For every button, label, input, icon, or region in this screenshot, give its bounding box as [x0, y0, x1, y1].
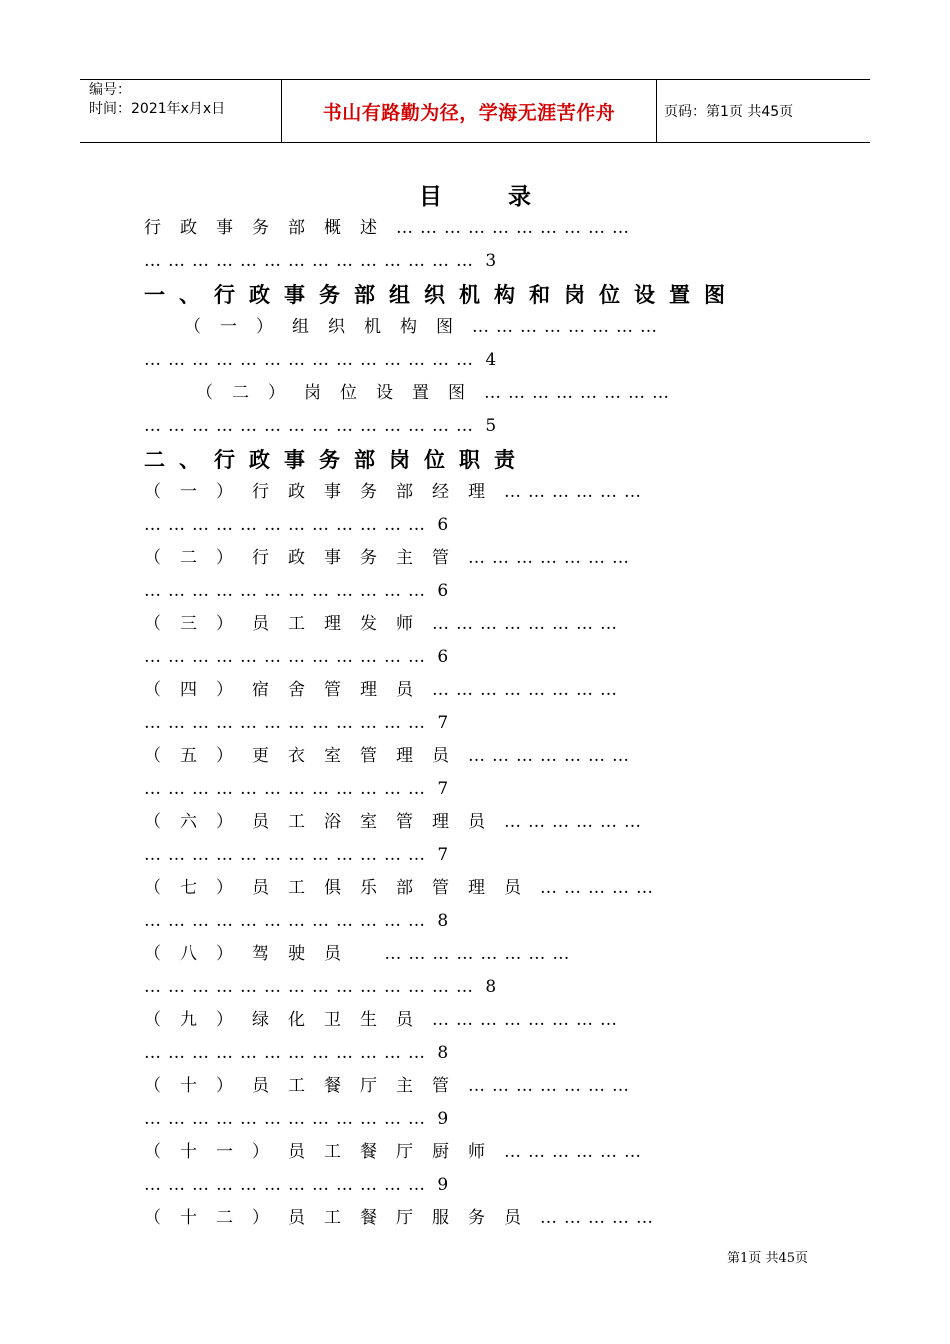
toc-entry-line: ……………………………… 8	[144, 1043, 449, 1063]
toc-entry-line: （一）行政事务部经理………………	[144, 482, 648, 502]
document-header	[80, 79, 870, 143]
toc-entry-line: （十二）员工餐厅服务员……………	[144, 1208, 660, 1228]
page-title: 目录	[419, 183, 597, 210]
toc-entry-line: 行政事务部概述…………………………	[144, 218, 636, 238]
header-meta-cell	[80, 80, 281, 142]
toc-entry-line: …………………………………… 5	[144, 416, 497, 436]
table-of-contents	[144, 212, 794, 1235]
toc-page-number: 9	[432, 1175, 449, 1195]
toc-page-number: 3	[480, 251, 497, 271]
header-page-cell	[656, 80, 870, 142]
toc-page-number: 8	[480, 977, 497, 997]
toc-page-number: 5	[480, 416, 497, 436]
toc-entry-line: （十一）员工餐厅厨师………………	[144, 1142, 648, 1162]
toc-entry-line: ……………………………… 7	[144, 779, 449, 799]
toc-entry-line: （四）宿舍管理员……………………	[144, 680, 624, 700]
toc-page-number: 7	[432, 713, 449, 733]
header-page-number: 页码：第1页 共45页	[664, 104, 794, 120]
toc-page-number: 7	[432, 845, 449, 865]
toc-entry-line: …………………………………… 8	[144, 977, 497, 997]
toc-entry-line: ……………………………… 9	[144, 1109, 449, 1129]
toc-entry-line: （五）更衣室管理员…………………	[144, 746, 636, 766]
header-motto-cell	[281, 80, 657, 142]
toc-section-heading: 一、行政事务部组织机构和岗位设置图	[144, 282, 739, 307]
toc-page-number: 6	[432, 581, 449, 601]
toc-entry-line: ……………………………… 7	[144, 713, 449, 733]
toc-entry-line: （二）行政事务主管…………………	[144, 548, 636, 568]
toc-page-number: 4	[480, 350, 497, 370]
document-date: 时间：2021年x月x日	[89, 101, 226, 117]
toc-entry-line: ……………………………… 9	[144, 1175, 449, 1195]
toc-entry-line: （八）驾驶员 ……………………	[144, 944, 577, 964]
toc-entry-line: ……………………………… 6	[144, 647, 449, 667]
toc-page-number: 8	[432, 911, 449, 931]
toc-page-number: 7	[432, 779, 449, 799]
toc-entry-line: （三）员工理发师……………………	[144, 614, 624, 634]
toc-entry-line: （七）员工俱乐部管理员……………	[144, 878, 660, 898]
toc-entry-line: （十）员工餐厅主管…………………	[144, 1076, 636, 1096]
footer-page-number: 第1页 共45页	[727, 1251, 808, 1266]
toc-page-number: 6	[432, 647, 449, 667]
toc-entry-line: ……………………………… 8	[144, 911, 449, 931]
toc-entry-line: ……………………………… 6	[144, 515, 449, 535]
toc-entry-line: （二）岗位设置图……………………	[196, 383, 676, 403]
toc-entry-line: …………………………………… 3	[144, 251, 497, 271]
toc-entry-line: …………………………………… 4	[144, 350, 497, 370]
toc-page-number: 9	[432, 1109, 449, 1129]
toc-entry-line: ……………………………… 7	[144, 845, 449, 865]
document-number: 编号：	[89, 82, 131, 98]
toc-entry-line: （六）员工浴室管理员………………	[144, 812, 648, 832]
toc-entry-line: ……………………………… 6	[144, 581, 449, 601]
toc-page-number: 8	[432, 1043, 449, 1063]
toc-section-heading: 二、行政事务部岗位职责	[144, 447, 529, 472]
motto: 书山有路勤为径，学海无涯苦作舟	[322, 101, 616, 124]
toc-entry-line: （一）组织机构图……………………	[184, 317, 664, 337]
toc-entry-line: （九）绿化卫生员……………………	[144, 1010, 624, 1030]
toc-page-number: 6	[432, 515, 449, 535]
